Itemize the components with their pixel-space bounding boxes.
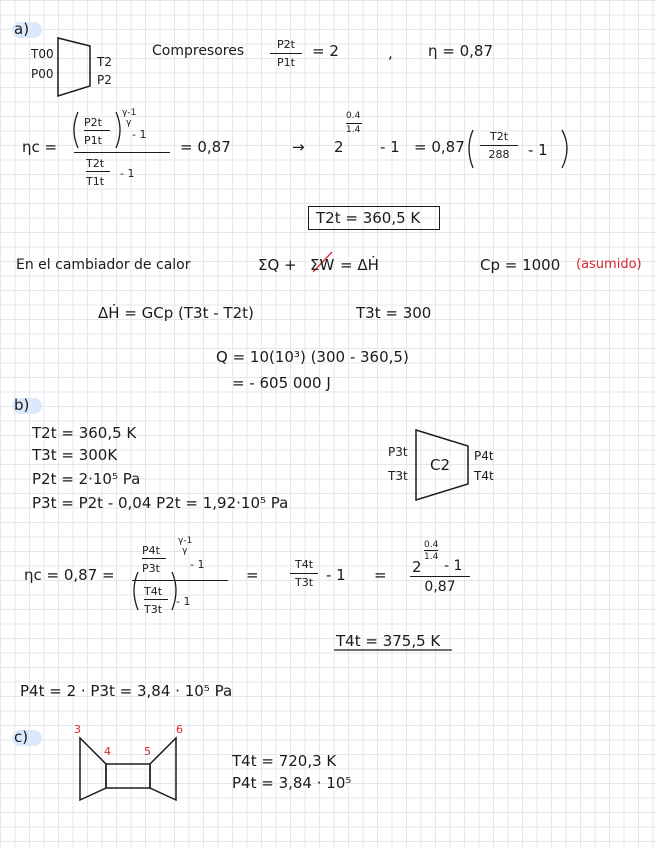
b-eta-fraction [132,536,228,617]
engine-right-turbine [150,738,176,800]
c2-out-p: P4t [474,449,494,463]
energy-w: ΣW [310,256,335,274]
b-rhs-t3t: T3t [294,576,314,589]
eta-c-lhs: ηc = [22,138,58,156]
t4t-result-b: T4t = 375,5 K [336,632,441,650]
b-rhs-base: 2 [412,558,422,576]
c1-in-p: P00 [31,67,54,81]
c-p4t: P4t = 3,84 · 10⁵ [232,774,352,792]
node-6: 6 [176,723,183,736]
c2-label: C2 [430,456,451,474]
base-2: 2 [334,138,344,156]
q-line-2: = - 605 000 J [232,374,331,392]
q-line-1: Q = 10(10³) (300 - 360,5) [216,348,409,366]
cp-value: Cp = 1000 [480,256,561,274]
t3t-300: T3t = 300 [356,304,432,322]
minus-one-b: - 1 [528,141,548,159]
eta-c-fraction [74,108,170,189]
t2t-288-fraction [480,130,518,161]
eta-value: η = 0,87 [428,42,494,60]
minus-one: - 1 [380,138,400,156]
b-rhs-minus1: - 1 [326,566,346,584]
node-5: 5 [144,745,151,758]
eq-087: = 0,87 [414,138,465,156]
b-exp-num: γ-1 [178,536,193,546]
b-p4t: P4t [142,544,160,557]
sep-comma: , [388,44,393,62]
eta-result: = 0,87 [180,138,231,156]
b-rhs-den: 0,87 [424,579,456,595]
exp-num: γ-1 [122,108,137,118]
b-rhs-power-fraction [410,540,470,595]
t2t-num: T2t [86,157,105,170]
engine-left-compressor [80,738,106,800]
b-rhs-exp-num: 0.4 [424,540,439,550]
c-t4t: T4t = 720,3 K [232,752,337,770]
c2-out-t: T4t [474,469,494,483]
b-rhs-eq: = [374,566,387,584]
section-a-label: a) [14,20,30,38]
node-3: 3 [74,723,81,736]
exp2-den: 1.4 [346,125,361,135]
paren-left-a2 [469,130,473,168]
b-t3t: T3t [144,603,163,616]
t2t-over: T2t [489,130,509,143]
arrow: → [292,138,305,156]
exp2-num: 0.4 [346,111,361,121]
b-minus1b: - 1 [176,595,191,608]
c1-in-t: T00 [31,47,54,61]
b-t4t: T4t [144,585,163,598]
energy-h: = ΔḢ [340,256,379,274]
t1t-den: T1t [86,175,105,188]
energy-q: ΣQ + [258,256,297,274]
section-c-label: c) [14,728,29,746]
section-b-label: b) [14,396,30,414]
compressor-1-shape [58,38,90,96]
b-equals: = [246,566,259,584]
p4t-line: P4t = 2 · P3t = 3,84 · 10⁵ Pa [20,682,233,700]
ratio-den: P1t [277,56,295,69]
b-p3t: P3t [142,562,160,575]
b-minus1: - 1 [190,558,205,571]
heat-exchanger-text: En el cambiador de calor [16,257,191,273]
b-line-1: T3t = 300K [32,446,118,464]
paren-right-a2 [562,130,567,168]
c2-in-t: T3t [388,469,408,483]
t2t-result: T2t = 360,5 K [316,209,421,227]
b-rhs-t4t: T4t [294,558,314,571]
exp2-line [346,123,362,124]
minus-1-top: - 1 [132,128,147,141]
b-eta-lhs: ηc = 0,87 = [24,566,115,584]
b-rhs-exp-den: 1.4 [424,552,439,562]
node-4: 4 [104,745,111,758]
c1-out-t: T2 [97,55,112,69]
ratio-fraction [270,38,302,69]
p2t-num: P2t [84,116,102,129]
assumed-note: (asumido) [576,257,642,272]
ratio-value: = 2 [312,42,339,60]
c1-out-p: P2 [97,73,112,87]
compresores-title: Compresores [152,43,245,59]
b-exp-den: γ [182,546,188,556]
b-rhs-fraction [290,558,318,589]
b-line-2: P2t = 2·10⁵ Pa [32,470,141,488]
b-rhs-minus: - 1 [444,558,463,574]
p1t-den: P1t [84,134,102,147]
t-288: 288 [488,148,510,161]
b-line-0: T2t = 360,5 K [32,424,137,442]
exp-den: γ [126,118,132,128]
b-line-3: P3t = P2t - 0,04 P2t = 1,92·10⁵ Pa [32,494,289,512]
dh-equation: ΔḢ = GCp (T3t - T2t) [98,304,254,322]
ratio-num: P2t [277,38,295,51]
c2-in-p: P3t [388,445,408,459]
minus-1-bottom: - 1 [120,167,135,180]
engine-combustor [106,764,150,788]
